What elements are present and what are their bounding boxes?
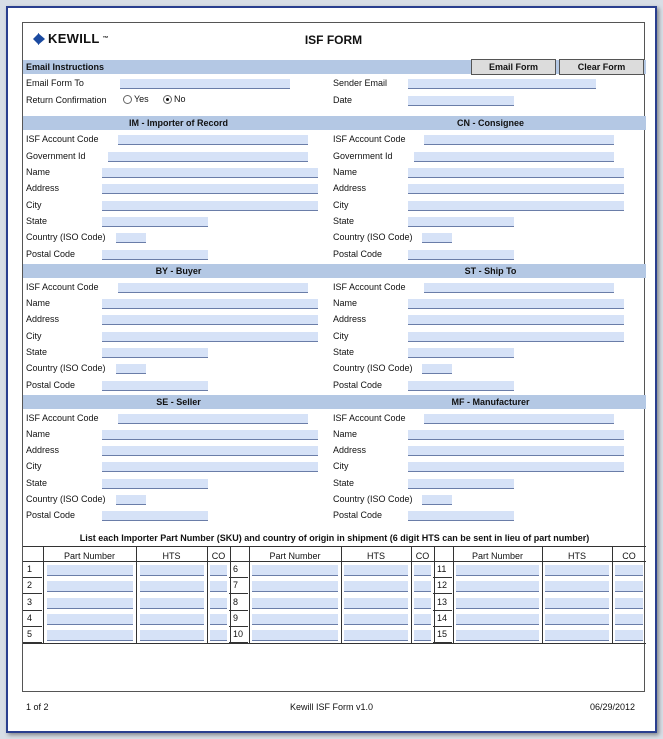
co-cell[interactable]: [210, 598, 227, 609]
im-isf-label: ISF Account Code: [26, 134, 99, 144]
co-cell[interactable]: [615, 614, 643, 625]
row-rule: [23, 577, 42, 578]
row-number: 12: [437, 580, 448, 590]
by-state-field[interactable]: [102, 348, 208, 358]
hts-cell[interactable]: [545, 598, 609, 609]
co-cell[interactable]: [210, 614, 227, 625]
part-number-cell[interactable]: [456, 598, 539, 609]
im-name-field[interactable]: [102, 168, 318, 178]
im-country-label: Country (ISO Code): [26, 232, 106, 242]
se-address-label: Address: [26, 445, 60, 455]
cn-address-label: Address: [333, 183, 367, 193]
hts-cell[interactable]: [140, 565, 204, 576]
cn-country-label: Country (ISO Code): [333, 232, 413, 242]
part-number-cell[interactable]: [47, 614, 133, 625]
col-co-2: CO: [415, 551, 430, 561]
by-country-field[interactable]: [116, 364, 146, 374]
by-isf-label: ISF Account Code: [26, 282, 99, 292]
cn-state-field[interactable]: [408, 217, 514, 227]
row-rule: [229, 626, 248, 627]
row-number: 7: [233, 580, 239, 590]
co-cell[interactable]: [414, 630, 431, 641]
row-rule: [229, 610, 248, 611]
form-title: ISF FORM: [304, 33, 363, 47]
return-yes-option[interactable]: [123, 94, 149, 104]
cn-gov-field[interactable]: [414, 152, 614, 162]
se-mf-band: [23, 395, 646, 409]
im-country-field[interactable]: [116, 233, 146, 243]
hts-cell[interactable]: [344, 565, 408, 576]
row-rule: [433, 577, 452, 578]
cn-state-label: State: [333, 216, 355, 226]
co-cell[interactable]: [210, 565, 227, 576]
row-number: 15: [437, 629, 448, 639]
no-label: No: [174, 94, 186, 104]
part-number-cell[interactable]: [456, 565, 539, 576]
col-part-number-2: Part Number: [269, 551, 321, 561]
se-postal-field[interactable]: [102, 511, 208, 521]
row-rule: [23, 626, 42, 627]
brand-name: KEWILL: [48, 31, 100, 46]
co-cell[interactable]: [414, 565, 431, 576]
mf-section-title: MF - Manufacturer: [451, 397, 530, 407]
hts-cell[interactable]: [344, 614, 408, 625]
sender-email-field[interactable]: [408, 79, 596, 89]
part-number-cell[interactable]: [456, 581, 539, 592]
part-number-cell[interactable]: [47, 598, 133, 609]
im-section-title: IM - Importer of Record: [128, 118, 228, 128]
hts-cell[interactable]: [140, 581, 204, 592]
co-cell[interactable]: [615, 565, 643, 576]
row-rule: [23, 610, 42, 611]
mf-city-label: City: [333, 461, 349, 471]
se-country-field[interactable]: [116, 495, 146, 505]
im-name-label: Name: [26, 167, 51, 177]
part-number-cell[interactable]: [456, 614, 539, 625]
se-address-field[interactable]: [102, 446, 318, 456]
se-isf-label: ISF Account Code: [26, 413, 99, 423]
st-isf-field[interactable]: [424, 283, 614, 293]
part-number-cell[interactable]: [252, 581, 338, 592]
by-country-label: Country (ISO Code): [26, 363, 106, 373]
cn-postal-field[interactable]: [408, 250, 514, 260]
row-rule: [229, 593, 248, 594]
by-postal-field[interactable]: [102, 381, 208, 391]
hts-cell[interactable]: [344, 630, 408, 641]
footer-date: 06/29/2012: [589, 702, 635, 712]
se-isf-field[interactable]: [118, 414, 308, 424]
row-number: 13: [437, 597, 448, 607]
co-cell[interactable]: [615, 630, 643, 641]
cn-section-title: CN - Consignee: [456, 118, 524, 128]
st-address-label: Address: [333, 314, 367, 324]
no-radio[interactable]: [163, 95, 172, 104]
clear-form-button[interactable]: Clear Form: [559, 59, 644, 75]
part-number-cell[interactable]: [252, 565, 338, 576]
by-name-field[interactable]: [102, 299, 318, 309]
mf-isf-field[interactable]: [424, 414, 614, 424]
col-part-number-3: Part Number: [471, 551, 524, 561]
by-address-label: Address: [26, 314, 60, 324]
se-state-field[interactable]: [102, 479, 208, 489]
im-city-field[interactable]: [102, 201, 318, 211]
cn-postal-label: Postal Code: [333, 249, 383, 259]
row-rule: [23, 642, 42, 643]
mf-address-label: Address: [333, 445, 367, 455]
row-number: 4: [27, 613, 33, 623]
col-hts-1: HTS: [162, 551, 181, 561]
mf-city-field[interactable]: [408, 462, 624, 472]
im-gov-field[interactable]: [108, 152, 308, 162]
cn-country-field[interactable]: [422, 233, 452, 243]
hts-cell[interactable]: [140, 630, 204, 641]
by-name-label: Name: [26, 298, 51, 308]
st-state-label: State: [333, 347, 355, 357]
by-postal-label: Postal Code: [26, 380, 76, 390]
st-country-field[interactable]: [422, 364, 452, 374]
im-postal-label: Postal Code: [26, 249, 76, 259]
form-version: Kewill ISF Form v1.0: [289, 702, 374, 712]
row-number: 1: [27, 564, 33, 574]
co-cell[interactable]: [615, 581, 643, 592]
st-section-title: ST - Ship To: [464, 266, 517, 276]
se-city-field[interactable]: [102, 462, 318, 472]
mf-state-field[interactable]: [408, 479, 514, 489]
hts-cell[interactable]: [344, 598, 408, 609]
yes-radio[interactable]: [123, 95, 132, 104]
hts-cell[interactable]: [545, 581, 609, 592]
email-form-button[interactable]: Email Form: [471, 59, 556, 75]
co-cell[interactable]: [414, 598, 431, 609]
col-co-1: CO: [211, 551, 226, 561]
mf-address-field[interactable]: [408, 446, 624, 456]
cn-name-label: Name: [333, 167, 358, 177]
row-number: 3: [27, 597, 33, 607]
row-rule: [433, 610, 452, 611]
yes-label: Yes: [134, 94, 149, 104]
part-number-cell[interactable]: [252, 614, 338, 625]
row-number: 14: [437, 613, 448, 623]
st-postal-label: Postal Code: [333, 380, 383, 390]
row-rule: [433, 593, 452, 594]
row-number: 10: [233, 629, 244, 639]
by-state-label: State: [26, 347, 48, 357]
co-cell[interactable]: [414, 614, 431, 625]
mf-country-label: Country (ISO Code): [333, 494, 413, 504]
hts-cell[interactable]: [140, 598, 204, 609]
st-country-label: Country (ISO Code): [333, 363, 413, 373]
se-country-label: Country (ISO Code): [26, 494, 106, 504]
row-rule: [23, 593, 42, 594]
cn-isf-field[interactable]: [424, 135, 614, 145]
st-city-label: City: [333, 331, 349, 341]
row-rule: [229, 642, 248, 643]
part-number-cell[interactable]: [47, 565, 133, 576]
isf-form-page: [22, 22, 645, 692]
return-no-option[interactable]: [163, 94, 186, 104]
sender-email-label: Sender Email: [333, 78, 388, 88]
by-section-title: BY - Buyer: [155, 266, 202, 276]
by-city-label: City: [26, 331, 42, 341]
se-state-label: State: [26, 478, 48, 488]
row-number: 8: [233, 597, 239, 607]
mf-postal-label: Postal Code: [333, 510, 383, 520]
se-city-label: City: [26, 461, 42, 471]
cn-gov-label: Government Id: [333, 151, 393, 161]
row-number: 2: [27, 580, 33, 590]
col-hts-2: HTS: [367, 551, 385, 561]
se-postal-label: Postal Code: [26, 510, 76, 520]
by-city-field[interactable]: [102, 332, 318, 342]
email-to-label: Email Form To: [26, 78, 84, 88]
email-instructions-band: [23, 60, 646, 74]
row-number: 9: [233, 613, 239, 623]
co-cell[interactable]: [414, 581, 431, 592]
se-section-title: SE - Seller: [156, 397, 201, 407]
mf-name-field[interactable]: [408, 430, 624, 440]
im-cn-band: [23, 116, 646, 130]
mf-state-label: State: [333, 478, 355, 488]
part-number-cell[interactable]: [456, 630, 539, 641]
email-instructions-label: Email Instructions: [26, 62, 105, 72]
cn-city-field[interactable]: [408, 201, 624, 211]
st-postal-field[interactable]: [408, 381, 514, 391]
mf-postal-field[interactable]: [408, 511, 514, 521]
im-state-field[interactable]: [102, 217, 208, 227]
row-rule: [433, 626, 452, 627]
co-cell[interactable]: [210, 581, 227, 592]
im-state-label: State: [26, 216, 48, 226]
im-isf-field[interactable]: [118, 135, 308, 145]
part-number-cell[interactable]: [47, 581, 133, 592]
st-city-field[interactable]: [408, 332, 624, 342]
date-label: Date: [333, 95, 353, 105]
hts-cell[interactable]: [140, 614, 204, 625]
by-isf-field[interactable]: [118, 283, 308, 293]
date-field[interactable]: [408, 96, 514, 106]
st-isf-label: ISF Account Code: [333, 282, 406, 292]
mf-name-label: Name: [333, 429, 358, 439]
se-name-field[interactable]: [102, 430, 318, 440]
cn-city-label: City: [333, 200, 349, 210]
parts-table: [23, 546, 646, 644]
row-rule: [229, 577, 248, 578]
im-address-field[interactable]: [102, 184, 318, 194]
table-header-rule: [23, 561, 646, 562]
col-co-3: CO: [622, 551, 636, 561]
row-number: 5: [27, 629, 33, 639]
hts-cell[interactable]: [545, 630, 609, 641]
cn-name-field[interactable]: [408, 168, 624, 178]
im-postal-field[interactable]: [102, 250, 208, 260]
mf-isf-label: ISF Account Code: [333, 413, 406, 423]
im-gov-label: Government Id: [26, 151, 86, 161]
co-cell[interactable]: [615, 598, 643, 609]
part-number-cell[interactable]: [252, 630, 338, 641]
st-address-field[interactable]: [408, 315, 624, 325]
mf-country-field[interactable]: [422, 495, 452, 505]
by-address-field[interactable]: [102, 315, 318, 325]
part-number-cell[interactable]: [47, 630, 133, 641]
email-to-field[interactable]: [120, 79, 290, 89]
st-name-field[interactable]: [408, 299, 624, 309]
im-city-label: City: [26, 200, 42, 210]
st-state-field[interactable]: [408, 348, 514, 358]
hts-cell[interactable]: [545, 565, 609, 576]
part-number-cell[interactable]: [252, 598, 338, 609]
by-st-band: [23, 264, 646, 278]
cn-isf-label: ISF Account Code: [333, 134, 406, 144]
hts-cell[interactable]: [344, 581, 408, 592]
page-number: 1 of 2: [26, 702, 49, 712]
document-frame: [6, 6, 657, 733]
im-address-label: Address: [26, 183, 60, 193]
row-number: 11: [437, 564, 447, 574]
hts-cell[interactable]: [545, 614, 609, 625]
se-name-label: Name: [26, 429, 51, 439]
brand-tm: ™: [102, 35, 109, 42]
row-rule: [433, 642, 452, 643]
st-name-label: Name: [333, 298, 358, 308]
col-hts-3: HTS: [568, 551, 586, 561]
cn-address-field[interactable]: [408, 184, 624, 194]
col-part-number-1: Part Number: [63, 551, 116, 561]
row-number: 6: [233, 564, 239, 574]
parts-instruction: List each Importer Part Number (SKU) and country of origin in shipment (6 digit HTS can be sent in lieu of part number): [79, 533, 590, 543]
co-cell[interactable]: [210, 630, 227, 641]
return-confirmation-label: Return Confirmation: [26, 95, 107, 105]
